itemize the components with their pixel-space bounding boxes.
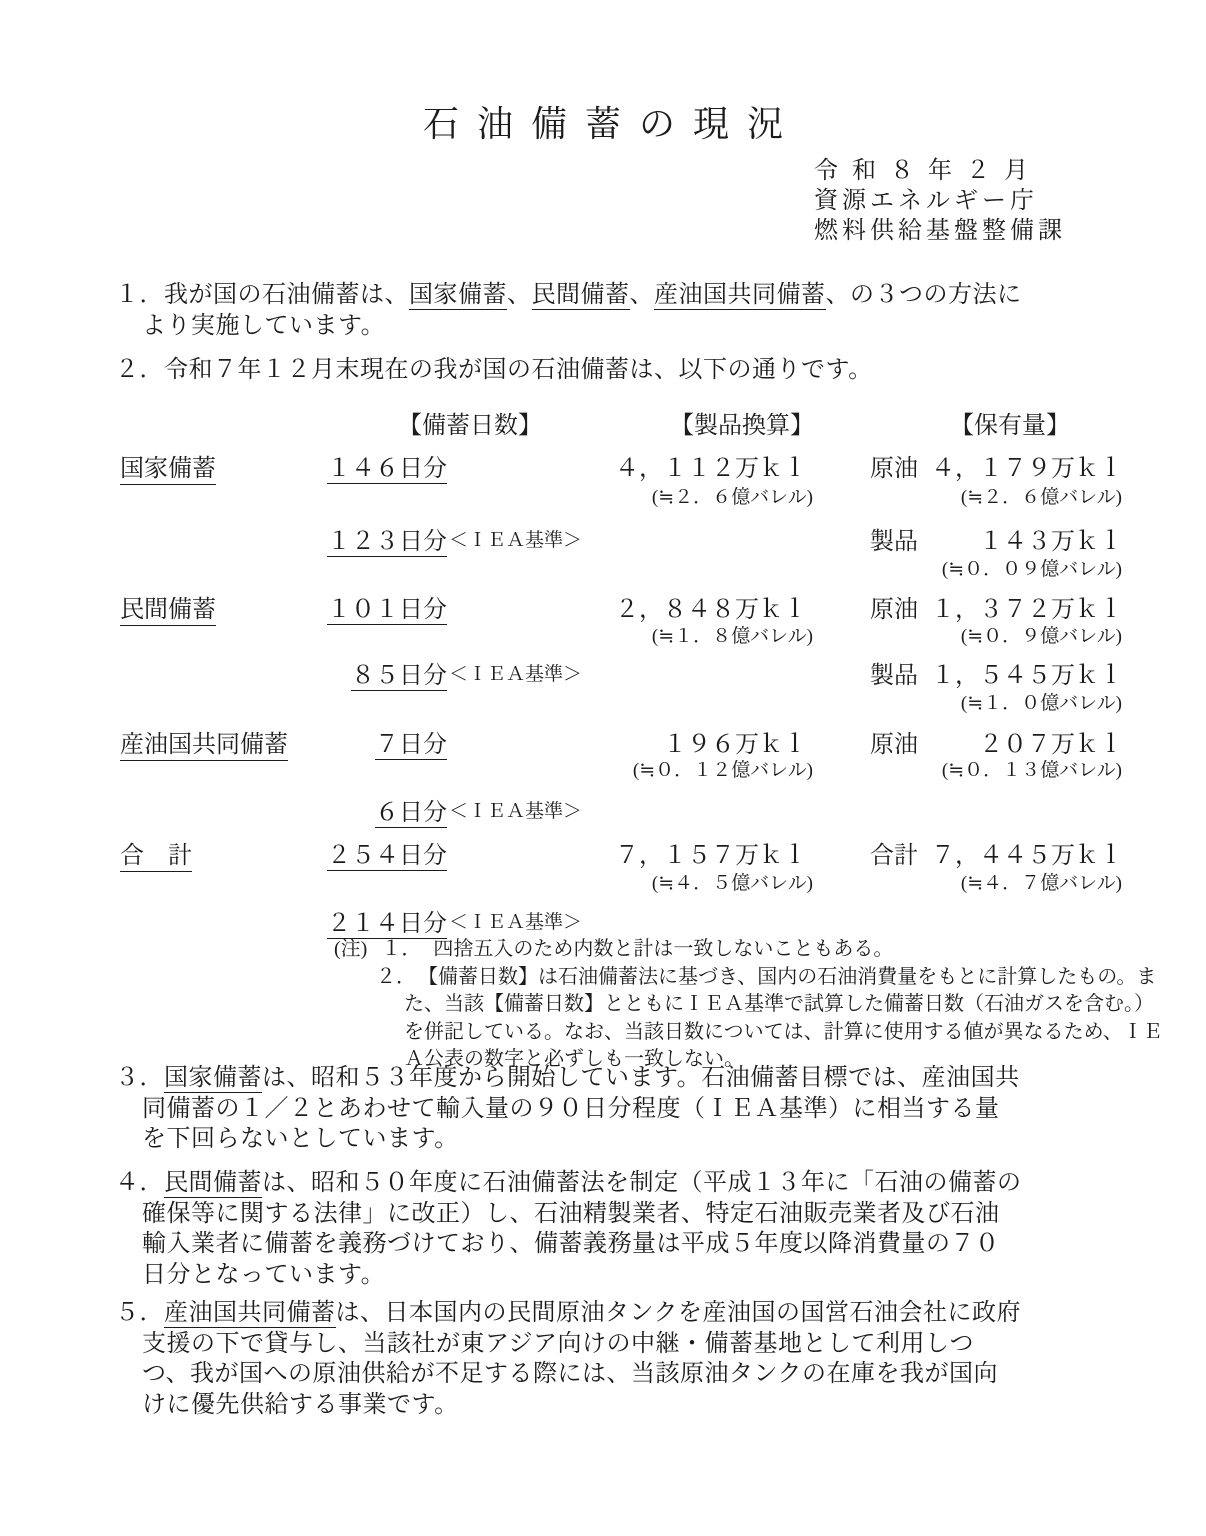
section-4-text: は、昭和５０年度に石油備蓄法を制定（平成１３年に「石油の備蓄の	[262, 1170, 1022, 1196]
section-5-text: は、日本国内の民間原油タンクを産油国の国営石油会社に政府	[335, 1300, 1022, 1326]
section-1-number: １．	[115, 282, 164, 308]
conversion-barrels: (≒１．８億バレル)	[651, 626, 813, 647]
note-2-line-4: Ａ公表の数字と必ずしも一致しない。	[404, 1048, 744, 1070]
note-2-line-1	[334, 964, 1163, 992]
holdings-value: １，３７２万ｋｌ	[931, 597, 1123, 623]
conversion-value: ７，１５７万ｋｌ	[615, 843, 807, 869]
days-value: １０１日分	[327, 597, 447, 623]
section-4-line-2: 確保等に関する法律」に改正）し、石油精製業者、特定石油販売業者及び石油	[142, 1200, 1000, 1227]
conversion-value: １９６万ｋｌ	[663, 732, 807, 758]
section-1-text-tail: 、の３つの方法に	[825, 282, 1022, 308]
division-line: 燃料供給基盤整備課	[814, 218, 1066, 244]
days-value: ２５４日分	[327, 843, 447, 869]
byline-block	[814, 156, 1066, 246]
note-2-number: ２．	[376, 965, 416, 988]
table-row-total	[0, 835, 1206, 869]
section-4-line-1	[115, 1168, 1022, 1199]
table-row-private	[0, 589, 1206, 623]
section-5-line-2: 支援の下で貸与し、当該社が東アジア向けの中継・備蓄基地として利用しつ	[142, 1330, 975, 1357]
row-label: 産油国共同備蓄	[120, 724, 288, 761]
holdings-value: １，５４５万ｋｌ	[931, 663, 1123, 689]
section-4-line-3: 輸入業者に備蓄を義務づけており、備蓄義務量は平成５年度以降消費量の７０	[142, 1231, 1000, 1257]
row-label: 国家備蓄	[120, 448, 216, 485]
table-row-national-iea	[0, 521, 1206, 555]
holdings-type-label: 原油	[870, 732, 918, 758]
note-1	[334, 936, 1163, 964]
holdings-barrels: (≒０．９億バレル)	[960, 626, 1122, 647]
days-value: １２３日分	[327, 529, 447, 555]
section-4-number: ４．	[115, 1170, 164, 1196]
table-subrow	[0, 621, 1206, 655]
section-2-text: 令和７年１２月末現在の我が国の石油備蓄は、以下の通りです。	[164, 357, 873, 383]
comma: 、	[507, 282, 532, 308]
note-label: (注)	[334, 938, 368, 960]
conversion-value: ４，１１２万ｋｌ	[615, 456, 807, 482]
agency-line: 資源エネルギー庁	[814, 188, 1038, 214]
notes-block	[334, 936, 1163, 1074]
table-header-row	[0, 405, 1206, 439]
page-title: 石油備蓄の現況	[422, 104, 801, 144]
holdings-barrels: (≒２．６億バレル)	[960, 487, 1122, 508]
holdings-value: １４３万ｋｌ	[979, 529, 1123, 555]
section-1-paragraph	[115, 280, 1022, 341]
holdings-barrels: (≒０．０９億バレル)	[941, 559, 1122, 580]
holdings-value: ２０７万ｋｌ	[979, 732, 1123, 758]
date-line: 令 和 ８ 年 ２ 月	[814, 158, 1032, 184]
days-value: ８５日分	[351, 663, 447, 689]
table-subrow	[0, 482, 1206, 516]
section-3-line-3: を下回らないとしています。	[142, 1126, 459, 1152]
term-joint-reserve: 産油国共同備蓄	[164, 1300, 336, 1326]
section-1-line-2: より実施しています。	[142, 312, 386, 339]
days-value: ６日分	[375, 800, 447, 826]
section-5-paragraph	[115, 1298, 1021, 1420]
section-3-line-1	[115, 1063, 1020, 1094]
holdings-type-label: 合計	[870, 843, 918, 869]
term-joint-reserve: 産油国共同備蓄	[654, 282, 826, 308]
holdings-type-label: 製品	[870, 529, 918, 555]
table-row-total-iea	[0, 903, 1206, 937]
section-5-line-4: けに優先供給する事業です。	[142, 1391, 459, 1418]
section-5-line-3: つ、我が国への原油供給が不足する際には、当該原油タンクの在庫を我が国向	[142, 1361, 999, 1387]
holdings-type-label: 原油	[870, 456, 918, 482]
iea-basis-suffix: ＜ＩＥＡ基準＞	[449, 801, 583, 822]
holdings-value: ４，１７９万ｋｌ	[931, 456, 1123, 482]
section-1-text: 我が国の石油備蓄は、	[164, 282, 409, 308]
conversion-barrels: (≒２．６億バレル)	[651, 487, 813, 508]
holdings-barrels: (≒０．１３億バレル)	[941, 760, 1122, 781]
note-2-line-3: を併記している。なお、当該日数については、計算に使用する値が異なるため、ＩＥ	[404, 1020, 1163, 1043]
header-stock-days: 【備蓄日数】	[398, 413, 542, 439]
holdings-value: ７，４４５万ｋｌ	[931, 843, 1123, 869]
header-holdings: 【保有量】	[950, 413, 1070, 439]
conversion-value: ２，８４８万ｋｌ	[615, 597, 807, 623]
term-private-reserve: 民間備蓄	[531, 282, 630, 308]
holdings-type-label: 原油	[870, 597, 918, 623]
note-1-number: １．	[381, 938, 422, 960]
section-2-number: ２．	[115, 357, 164, 383]
section-3-number: ３．	[115, 1065, 164, 1091]
table-row-private-iea	[0, 655, 1206, 689]
term-national-reserve: 国家備蓄	[164, 1065, 262, 1091]
table-subrow	[0, 554, 1206, 588]
table-subrow	[0, 688, 1206, 722]
section-2-heading	[115, 355, 873, 386]
holdings-type-label: 製品	[870, 663, 918, 689]
section-5-number: ５．	[115, 1300, 164, 1326]
days-value: ２１４日分	[327, 911, 447, 937]
section-3-text: は、昭和５３年度から開始しています。石油備蓄目標では、産油国共	[262, 1065, 1020, 1091]
iea-basis-suffix: ＜ＩＥＡ基準＞	[449, 912, 583, 933]
section-5-line-1	[115, 1298, 1021, 1329]
header-product-conversion: 【製品換算】	[670, 413, 814, 439]
section-4-paragraph	[115, 1168, 1022, 1290]
iea-basis-suffix: ＜ＩＥＡ基準＞	[449, 664, 583, 685]
table-row-joint-iea	[0, 792, 1206, 826]
holdings-barrels: (≒４．７億バレル)	[960, 873, 1122, 894]
note-2-line-2: た、当該【備蓄日数】とともにＩＥＡ基準で試算した備蓄日数（石油ガスを含む。）	[404, 993, 1154, 1015]
term-national-reserve: 国家備蓄	[409, 282, 507, 308]
section-4-line-4: 日分となっています。	[142, 1261, 386, 1288]
row-label: 民間備蓄	[120, 589, 216, 626]
note-2-text: 【備蓄日数】は石油備蓄法に基づき、国内の石油消費量をもとに計算したもの。ま	[428, 965, 1157, 988]
conversion-barrels: (≒４．５億バレル)	[651, 873, 813, 894]
section-3-line-2: 同備蓄の１／２とあわせて輸入量の９０日分程度（ＩＥＡ基準）に相当する量	[142, 1095, 1000, 1122]
table-subrow	[0, 755, 1206, 789]
table-row-joint	[0, 724, 1206, 758]
section-1-line-1	[115, 280, 1022, 311]
iea-basis-suffix: ＜ＩＥＡ基準＞	[449, 530, 583, 551]
term-private-reserve: 民間備蓄	[164, 1170, 262, 1196]
holdings-barrels: (≒１．０億バレル)	[960, 693, 1122, 714]
row-label: 合 計	[120, 835, 192, 872]
days-value: ７日分	[375, 732, 447, 758]
comma: 、	[629, 282, 654, 308]
conversion-barrels: (≒０．１２億バレル)	[632, 760, 813, 781]
table-subrow	[0, 868, 1206, 902]
section-3-paragraph	[115, 1063, 1020, 1155]
table-row-national	[0, 448, 1206, 482]
days-value: １４６日分	[327, 456, 447, 482]
note-1-text: 四捨五入のため内数と計は一致しないこともある。	[433, 938, 894, 960]
